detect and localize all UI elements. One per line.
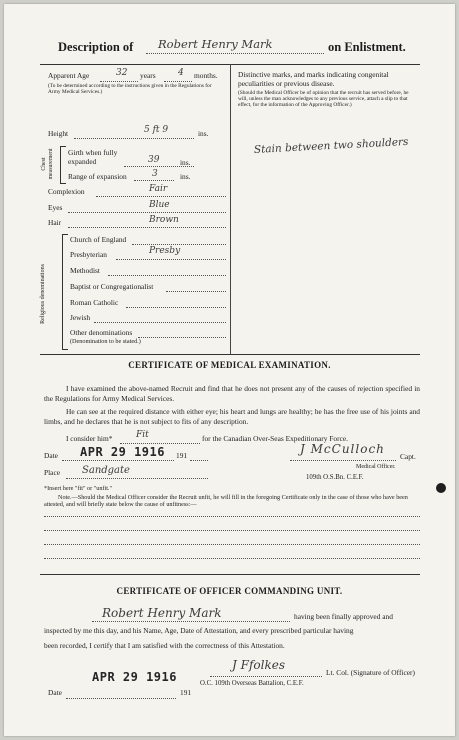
expansion-value: 3 bbox=[152, 169, 158, 179]
consider-suffix: for the Canadian Over-Seas Expeditionary Force. bbox=[202, 434, 348, 443]
age-years-label: years bbox=[140, 71, 156, 80]
distinctive-marks-note: (Should the Medical Officer be of opinion that the recruit has served before, he will, unless the man acknowledges to any previous service, attach a slip to that effect, for the information of the Approving Officer.) bbox=[238, 90, 409, 109]
place-value: Sandgate bbox=[82, 465, 130, 476]
medical-officer-label: Medical Officer. bbox=[356, 464, 396, 470]
medical-unit-stamp: 109th O.S.Bn. C.E.F. bbox=[306, 474, 364, 481]
commanding-line-2: inspected by me this day, and his Name, Age, Date of Attestation, and every prescribed particular having bbox=[44, 626, 354, 635]
medical-date-stamp: APR 29 1916 bbox=[80, 445, 165, 459]
place-label: Place bbox=[44, 468, 61, 477]
age-years-value: 32 bbox=[116, 68, 128, 78]
enlistment-form-page bbox=[4, 4, 455, 736]
chest-measurement-label: Chest measurement bbox=[41, 148, 54, 180]
medical-officer-signature: J McCulloch bbox=[300, 442, 385, 456]
distinctive-marks-value: Stain between two shoulders bbox=[253, 135, 409, 156]
commanding-officer-label: Lt. Col. (Signature of Officer) bbox=[326, 668, 415, 677]
age-note: (To be determined according to the instructions given in the Regulations for Army Medical Services.) bbox=[48, 83, 212, 95]
commanding-line-3: been recorded, I certify that I am satisfied with the correctness of this Attestation. bbox=[44, 641, 285, 650]
commanding-date-label: Date bbox=[48, 688, 62, 697]
religion-label-baptist: Baptist or Congregationalist bbox=[70, 282, 154, 291]
apparent-age-label: Apparent Age bbox=[48, 71, 90, 80]
religion-label-other: Other denominations bbox=[70, 328, 133, 337]
height-value: 5 ft 9 bbox=[144, 125, 169, 135]
medical-paragraph-1: I have examined the above-named Recruit and find that he does not present any of the causes of rejection specified in the Regulations for Army Medical Services. bbox=[44, 384, 420, 403]
commanding-line-1: having been finally approved and bbox=[294, 612, 393, 621]
title-suffix: on Enlistment. bbox=[328, 40, 406, 54]
recruit-name: Robert Henry Mark bbox=[158, 37, 273, 51]
religion-label-church-of-england: Church of England bbox=[70, 235, 127, 244]
commanding-certificate-title: CERTIFICATE OF OFFICER COMMANDING UNIT. bbox=[116, 586, 343, 596]
age-months-label: months. bbox=[194, 71, 218, 80]
medical-date-label: Date bbox=[44, 451, 58, 460]
medical-certificate-title: CERTIFICATE OF MEDICAL EXAMINATION. bbox=[128, 360, 331, 370]
commanding-unit-stamp: O.C. 109th Overseas Battalion, C.E.F. bbox=[200, 680, 304, 687]
medical-unfit-note: Note.—Should the Medical Officer consider the Recruit unfit, he will fill in the foregoing Certificate only in the case of those who have been attested, and will briefly state below the cause of unfitness:— bbox=[44, 494, 408, 508]
religious-denominations-label: Religious denominations bbox=[40, 264, 46, 324]
punch-hole bbox=[436, 483, 446, 493]
religion-label-methodist: Methodist bbox=[70, 266, 100, 275]
eyes-label: Eyes bbox=[48, 203, 63, 212]
expansion-label: Range of expansion bbox=[68, 172, 127, 181]
insert-note: *Insert here "fit" or "unfit." bbox=[44, 485, 113, 492]
distinctive-marks-title: Distinctive marks, and marks indicating congenital peculiarities or previous disease. bbox=[238, 70, 389, 88]
consider-prefix: I consider him* bbox=[66, 434, 113, 443]
medical-paragraph-2: He can see at the required distance with either eye; his heart and lungs are healthy; he has the free use of his joints and limbs, and he declares that he is not subject to fits of any description. bbox=[44, 407, 420, 426]
girth-unit: ins. bbox=[180, 158, 191, 167]
capt-label: Capt. bbox=[400, 452, 416, 461]
religion-label-jewish: Jewish bbox=[70, 313, 91, 322]
height-unit: ins. bbox=[198, 129, 209, 138]
header-title bbox=[58, 37, 418, 58]
hair-label: Hair bbox=[48, 218, 62, 227]
other-denomination-note: (Denomination to be stated.) bbox=[70, 338, 141, 345]
complexion-value: Fair bbox=[149, 184, 168, 194]
girth-value: 39 bbox=[148, 155, 160, 165]
commanding-year-label: 191 bbox=[180, 688, 192, 697]
expansion-unit: ins. bbox=[180, 172, 191, 181]
commanding-officer-signature: J Ffolkes bbox=[232, 658, 285, 672]
religion-label-presbyterian: Presbyterian bbox=[70, 250, 107, 259]
commanding-date-stamp: APR 29 1916 bbox=[92, 670, 177, 684]
medical-year-label: 191 bbox=[176, 451, 188, 460]
hair-value: Brown bbox=[149, 215, 179, 225]
title-prefix: Description of bbox=[58, 40, 134, 54]
complexion-label: Complexion bbox=[48, 187, 85, 196]
girth-label: Girth when fully expanded bbox=[68, 148, 118, 166]
commanding-recruit-name: Robert Henry Mark bbox=[102, 606, 222, 620]
religion-label-roman-catholic: Roman Catholic bbox=[70, 298, 119, 307]
fitness-value: Fit bbox=[136, 430, 149, 440]
religion-value-presbyterian: Presby bbox=[149, 246, 181, 256]
age-months-value: 4 bbox=[178, 68, 184, 78]
height-label: Height bbox=[48, 129, 69, 138]
eyes-value: Blue bbox=[149, 200, 170, 210]
